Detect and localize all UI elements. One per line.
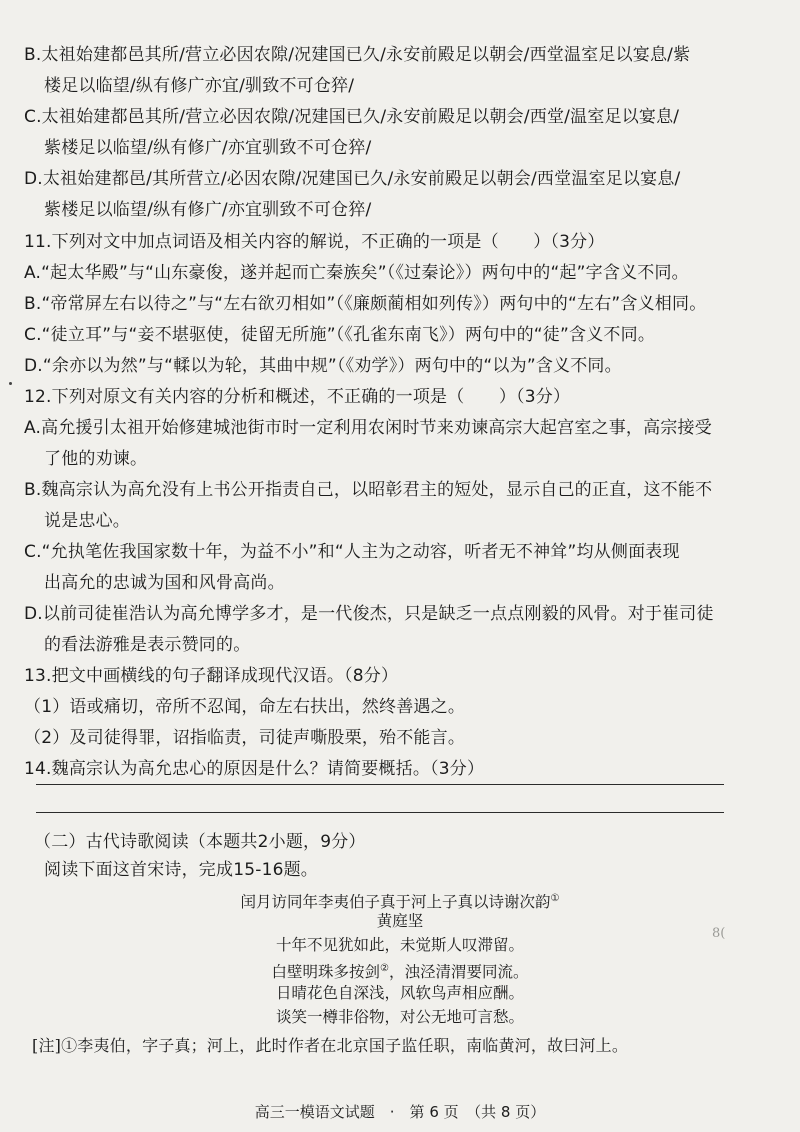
poem-title-note-mark: ① (550, 893, 560, 904)
poem-line-1: 十年不见犹如此，未觉斯人叹滞留。 (275, 936, 524, 954)
q11-option-d: D.“余亦以为然”与“輮以为轮，其曲中规”（《劝学》）两句中的“以为”含义不同。 (24, 356, 622, 376)
poem-author: 黄庭坚 (376, 912, 424, 930)
q11-stem: 11.下列对文中加点词语及相关内容的解说，不正确的一项是（ ）（3分） (24, 232, 605, 252)
q13-stem: 13.把文中画横线的句子翻译成现代汉语。（8分） (24, 666, 399, 686)
q12-option-a-line2: 了他的劝谏。 (44, 449, 148, 469)
q13-sentence-2: （2）及司徒得罪，诏指临责，司徒声嘶股栗，殆不能言。 (24, 728, 466, 748)
section-intro: 阅读下面这首宋诗，完成15-16题。 (44, 860, 318, 880)
q10-option-c-line2: 紫楼足以临望/纵有修广/亦宜驯致不可仓猝/ (44, 138, 372, 158)
answer-line-1 (36, 784, 724, 785)
q13-sentence-1: （1）语或痛切，帝所不忍闻，命左右扶出，然终善遇之。 (24, 697, 466, 717)
q14-stem: 14.魏高宗认为高允忠心的原因是什么？请简要概括。（3分） (24, 759, 485, 779)
poem-line-2-note-mark: ② (380, 963, 389, 974)
q10-option-b-line1: B.太祖始建都邑其所/营立必因农隙/况建国已久/永安前殿足以朝会/西堂温室足以宴息/紫 (24, 45, 691, 65)
q10-option-b-line2: 楼足以临望/纵有修广亦宜/驯致不可仓猝/ (44, 76, 355, 96)
q12-option-b-line1: B.魏高宗认为高允没有上书公开指责自己，以昭彰君主的短处，显示自己的正直，这不能不 (24, 480, 713, 500)
q12-option-a-line1: A.高允援引太祖开始修建城池街市时一定利用农闲时节来劝谏高宗大起宫室之事，高宗接受 (24, 418, 712, 438)
q11-option-a: A.“起太华殿”与“山东豪俊，遂并起而亡秦族矣”（《过秦论》）两句中的“起”字含义不同。 (24, 263, 689, 283)
q11-option-b: B.“帝常屏左右以待之”与“左右欲刃相如”（《廉颇蔺相如列传》）两句中的“左右”含义相同。 (24, 294, 707, 314)
poem-line-2 (0, 958, 800, 983)
q10-option-d-line2: 紫楼足以临望/纵有修广/亦宜驯致不可仓猝/ (44, 200, 372, 220)
q11-option-c: C.“徒立耳”与“妾不堪驱使，徒留无所施”（《孔雀东南飞》）两句中的“徒”含义不同。 (24, 325, 656, 345)
poem-line-3: 日晴花色自深浅，风软鸟声相应酬。 (275, 984, 524, 1002)
q12-stem: 12.下列对原文有关内容的分析和概述，不正确的一项是（ ）（3分） (24, 387, 571, 407)
poem-line-4: 谈笑一樽非俗物，对公无地可言愁。 (275, 1008, 524, 1026)
poem-title-text: 闰月访同年李夷伯子真于河上子真以诗谢次韵 (240, 893, 551, 912)
poem-line-2-b: ，浊泾清渭要同流。 (388, 963, 529, 982)
q12-option-d-line1: D.以前司徒崔浩认为高允博学多才，是一代俊杰，只是缺乏一点点刚毅的风骨。对于崔司徒 (24, 604, 714, 624)
poem-line-2-a: 白壁明珠多按剑 (271, 963, 381, 982)
q10-option-d-line1: D.太祖始建都邑/其所营立/必因农隙/况建国已久/永安前殿足以朝会/西堂温室足以宴息/ (24, 169, 681, 189)
section-heading: （二）古代诗歌阅读（本题共2小题，9分） (34, 832, 366, 852)
q12-option-c-line1: C.“允执笔佐我国家数十年，为益不小”和“人主为之动容，听者无不神耸”均从侧面表现 (24, 542, 680, 562)
q12-option-c-line2: 出高允的忠诚为国和风骨高尚。 (44, 573, 285, 593)
page-footer: 高三一模语文试题 · 第 6 页 （共 8 页） (254, 1103, 546, 1121)
answer-line-2 (36, 812, 724, 813)
q12-option-b-line2: 说是忠心。 (44, 511, 130, 531)
margin-mark: 8( (712, 926, 726, 941)
margin-dot (9, 382, 12, 385)
q10-option-c-line1: C.太祖始建都邑其所/营立必因农隙/况建国已久/永安前殿足以朝会/西堂/温室足以宴息/ (24, 107, 680, 127)
poem-note: [注]①李夷伯，字子真；河上，此时作者在北京国子监任职，南临黄河，故曰河上。 (32, 1036, 629, 1055)
q12-option-d-line2: 的看法游雅是表示赞同的。 (44, 635, 251, 655)
